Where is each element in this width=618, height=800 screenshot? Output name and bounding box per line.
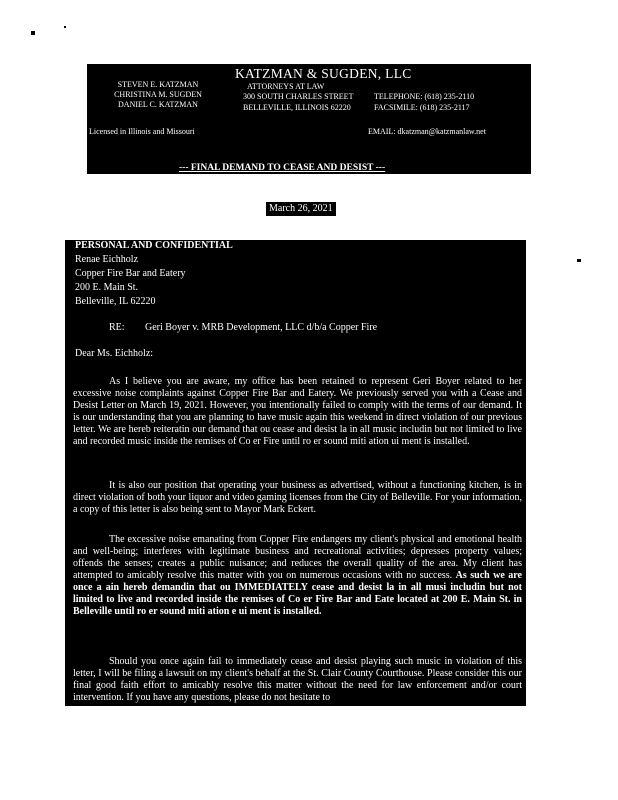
demand-title: --- FINAL DEMAND TO CEASE AND DESIST --- xyxy=(179,163,386,173)
paragraph-3-demand: As such we are once a ain hereb demandin that ou IMMEDIATELY cease and desist la in all musi includin but not limited to live and recorded inside the remises of Co er Fire Bar and Eate located at 200 E. Main St. in Belleville until ro er sound miti ation e ui ment is installed. xyxy=(73,570,522,617)
letter-body xyxy=(65,240,526,706)
address-line-1: 300 SOUTH CHARLES STREET xyxy=(243,92,354,101)
scan-speck xyxy=(64,26,66,28)
telephone: TELEPHONE: (618) 235-2110 xyxy=(374,92,475,101)
facsimile: FACSIMILE: (618) 235-2117 xyxy=(374,103,470,112)
paragraph-3-text: The excessive noise emanating from Copper Fire endangers my client's physical and emotional health and well-being; interferes with legitimate business and recreational activities; depresses property values; offends the senses; creates a public nuisance; and reduces the overall quality of the area. My client has attempted to amicably resolve this matter with you on numerous occasions with no success. xyxy=(73,534,522,581)
re-label: RE: xyxy=(109,322,125,333)
paragraph-3 xyxy=(73,534,522,618)
attorney-name: STEVEN E. KATZMAN xyxy=(117,80,199,89)
scan-speck xyxy=(31,31,35,35)
paragraph-1 xyxy=(73,376,522,448)
attorney-name: CHRISTINA M. SUGDEN xyxy=(114,90,202,99)
paragraph-4 xyxy=(73,656,522,704)
salutation: Dear Ms. Eichholz: xyxy=(75,348,154,359)
firm-name: KATZMAN & SUGDEN, LLC xyxy=(235,66,412,81)
recipient-name: Renae Eichholz xyxy=(75,254,139,265)
recipient-business: Copper Fire Bar and Eatery xyxy=(75,268,186,279)
attorney-name: DANIEL C. KATZMAN xyxy=(118,100,198,109)
attorneys-label: ATTORNEYS AT LAW xyxy=(247,82,325,91)
letterhead xyxy=(87,64,531,174)
paragraph-1-text: As I believe you are aware, my office has been retained to represent Geri Boyer related to her excessive noise complaints against Copper Fire Bar and Eatery. We previously served you with a Cease and Desist Letter on March 19, 2021. However, you intentionally failed to comply with the terms of our demand. It is our understanding that you are planning to have music again this weekend in direct violation of our previous letter. We are hereb reiteratin our demand that ou cease and desist la in all music includin but not limited to live and recorded music inside the remises of Co er Fire until ro er sound miti ation ui ment is installed. xyxy=(73,376,522,447)
recipient-city: Belleville, IL 62220 xyxy=(75,296,156,307)
confidential-label: PERSONAL AND CONFIDENTIAL xyxy=(75,240,233,251)
paragraph-2 xyxy=(73,480,522,516)
paragraph-4-text: Should you once again fail to immediately cease and desist playing such music in violation of this letter, I will be filing a lawsuit on my client's behalf at the St. Clair County Courthouse. Please consider this our final good faith effort to amicably resolve this matter without the need for law enforcement and/or court intervention. If you have any questions, please do not hesitate to xyxy=(73,656,522,703)
recipient-street: 200 E. Main St. xyxy=(75,282,139,293)
address-line-2: BELLEVILLE, ILLINOIS 62220 xyxy=(243,103,351,112)
scan-speck xyxy=(577,259,581,262)
letter-date: March 26, 2021 xyxy=(266,202,336,216)
licensed-in: Licensed in Illinois and Missouri xyxy=(89,127,195,136)
email-address: EMAIL: dkatzman@katzmanlaw.net xyxy=(368,127,486,136)
paragraph-2-text: It is also our position that operating your business as advertised, without a functioning kitchen, is in direct violation of both your liquor and video gaming licenses from the City of Belleville. For your information, a copy of this letter is also being sent to Mayor Mark Eckert. xyxy=(73,480,522,515)
re-line: Geri Boyer v. MRB Development, LLC d/b/a Copper Fire xyxy=(145,322,378,333)
